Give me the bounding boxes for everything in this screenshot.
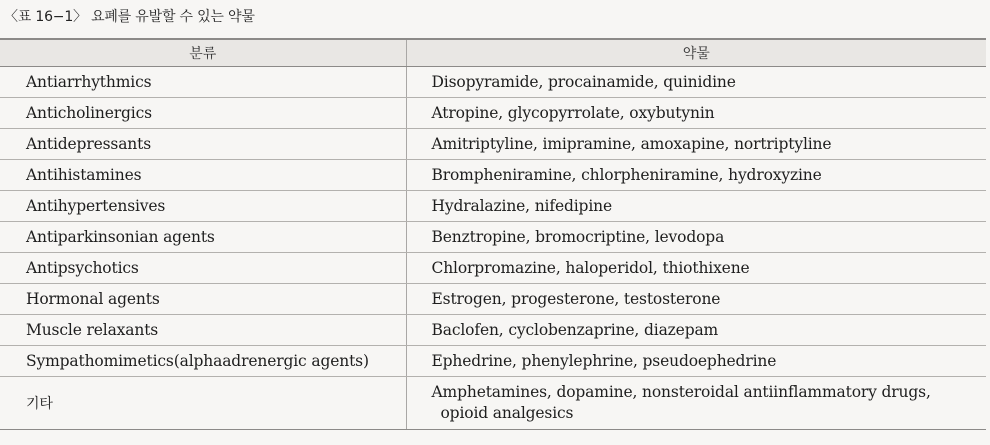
- table-row-other: [0, 377, 986, 430]
- header-category: 분류: [0, 39, 406, 67]
- category-cell: Anticholinergics: [0, 98, 406, 129]
- table-row: [0, 191, 986, 222]
- table-row: [0, 315, 986, 346]
- category-cell: Antipsychotics: [0, 253, 406, 284]
- category-cell: Antidepressants: [0, 129, 406, 160]
- table-row: [0, 67, 986, 98]
- drugs-cell: Atropine, glycopyrrolate, oxybutynin: [406, 98, 986, 129]
- drugs-cell: Ephedrine, phenylephrine, pseudoephedrine: [406, 346, 986, 377]
- table-row: [0, 222, 986, 253]
- drugs-line-2: opioid analgesics: [440, 404, 574, 422]
- category-cell: Antihistamines: [0, 160, 406, 191]
- category-cell: Sympathomimetics(alphaadrenergic agents): [0, 346, 406, 377]
- drugs-cell-other: [406, 377, 986, 430]
- table-row: [0, 129, 986, 160]
- drugs-cell: Hydralazine, nifedipine: [406, 191, 986, 222]
- category-cell-other: 기타: [0, 377, 406, 430]
- drug-table: [0, 38, 986, 430]
- category-cell: Antihypertensives: [0, 191, 406, 222]
- drugs-cell: Brompheniramine, chlorpheniramine, hydroxyzine: [406, 160, 986, 191]
- drugs-line-1: Amphetamines, dopamine, nonsteroidal antiinflammatory drugs,: [431, 383, 931, 401]
- table-row: [0, 346, 986, 377]
- header-row: [0, 39, 986, 67]
- drugs-cell: Baclofen, cyclobenzaprine, diazepam: [406, 315, 986, 346]
- drugs-cell: Benztropine, bromocriptine, levodopa: [406, 222, 986, 253]
- category-cell: Antiarrhythmics: [0, 67, 406, 98]
- table-header: [0, 39, 986, 67]
- table-row: [0, 160, 986, 191]
- category-cell: Muscle relaxants: [0, 315, 406, 346]
- drugs-cell: Disopyramide, procainamide, quinidine: [406, 67, 986, 98]
- table-row: [0, 98, 986, 129]
- table-body: [0, 67, 986, 430]
- table-row: [0, 253, 986, 284]
- category-cell: Hormonal agents: [0, 284, 406, 315]
- drugs-cell: Chlorpromazine, haloperidol, thiothixene: [406, 253, 986, 284]
- drugs-cell: Estrogen, progesterone, testosterone: [406, 284, 986, 315]
- category-cell: Antiparkinsonian agents: [0, 222, 406, 253]
- header-drugs: 약물: [406, 39, 986, 67]
- drugs-cell: Amitriptyline, imipramine, amoxapine, nortriptyline: [406, 129, 986, 160]
- table-row: [0, 284, 986, 315]
- table-caption: 〈표 16−1〉 요폐를 유발할 수 있는 약물: [4, 9, 255, 25]
